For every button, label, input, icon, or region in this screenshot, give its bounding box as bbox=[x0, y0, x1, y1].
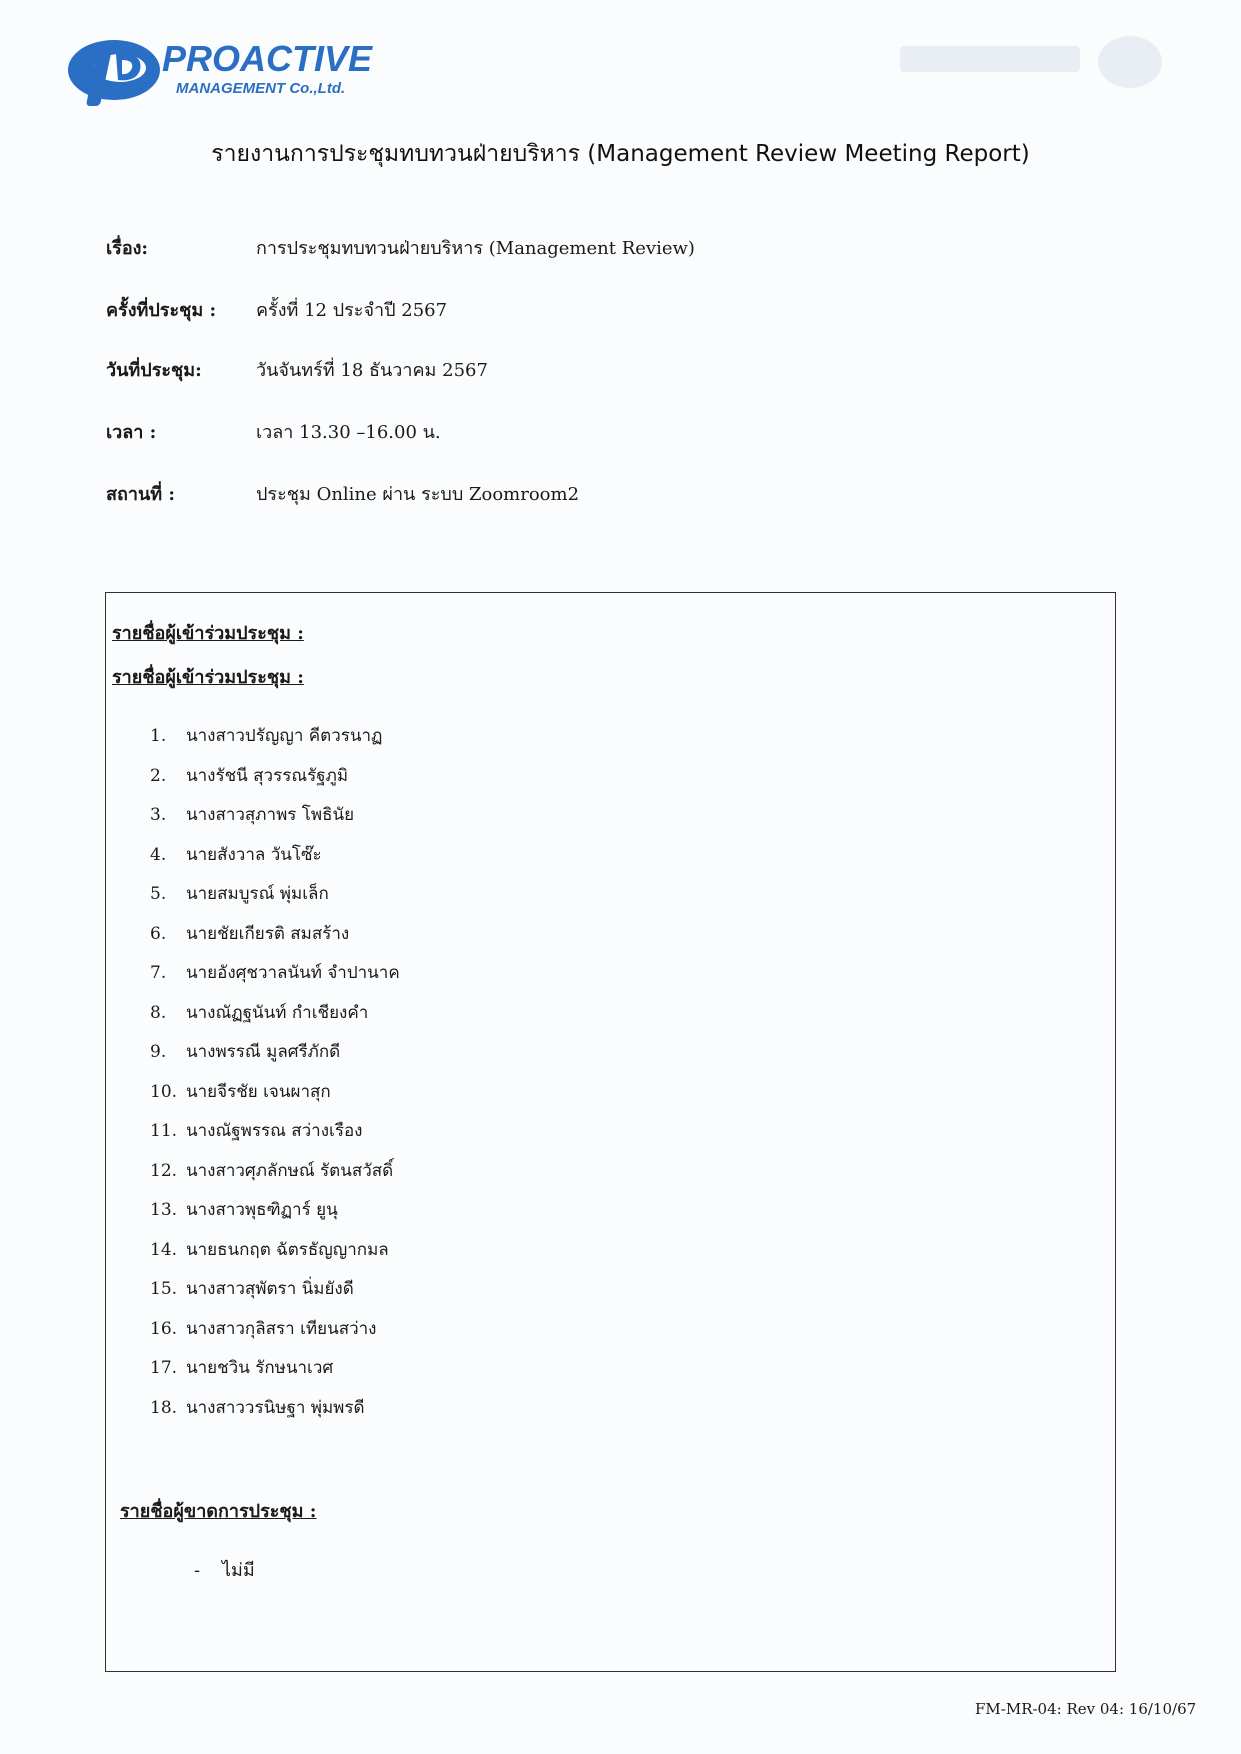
meta-label: เวลา : bbox=[106, 422, 157, 443]
company-logo bbox=[66, 28, 373, 108]
attendees-heading: รายชื่อผู้เข้าร่วมประชุม : bbox=[112, 667, 304, 688]
attendee-name: นายธนกฤต ฉัตรธัญญากมล bbox=[186, 1239, 389, 1260]
item-number: 18. bbox=[150, 1397, 178, 1418]
item-number: 17. bbox=[150, 1358, 178, 1378]
watermark-logo-icon bbox=[890, 28, 1170, 98]
item-number: 9. bbox=[150, 1042, 167, 1062]
meta-value: วันจันทร์ที่ 18 ธันวาคม 2567 bbox=[256, 360, 488, 381]
item-number: 2. bbox=[150, 765, 167, 786]
absent-text: ไม่มี bbox=[222, 1560, 255, 1581]
attendee-name: นางสาวพุธฑิฏาร์ ยูนุ bbox=[186, 1200, 338, 1220]
attendee-name: นายชัยเกียรติ สมสร้าง bbox=[186, 923, 350, 944]
attendee-name: นางสาววรนิษฐา พุ่มพรดี bbox=[186, 1397, 365, 1418]
item-number: 12. bbox=[150, 1160, 178, 1181]
attendee-name: นางรัชนี สุวรรณรัฐภูมิ bbox=[186, 765, 349, 786]
item-number: 3. bbox=[150, 805, 167, 825]
absent-heading: รายชื่อผู้ขาดการประชุม : bbox=[120, 1501, 317, 1522]
meta-label: ครั้งที่ประชุม : bbox=[106, 300, 217, 321]
meta-value: ครั้งที่ 12 ประจำปี 2567 bbox=[256, 300, 448, 321]
proactive-logo-icon bbox=[66, 30, 166, 108]
attendee-name: นางพรรณี มูลศรีภักดี bbox=[186, 1042, 341, 1062]
attendee-name: นายสมบูรณ์ พุ่มเล็ก bbox=[186, 884, 329, 904]
item-number: 11. bbox=[150, 1121, 178, 1141]
item-number: 10. bbox=[150, 1081, 178, 1102]
attendee-name: นางสาวศุภลักษณ์ รัตนสวัสดิ์ bbox=[186, 1160, 394, 1181]
attendee-name: นายสังวาล วันโซ๊ะ bbox=[186, 844, 322, 865]
meta-label: สถานที่ : bbox=[106, 484, 176, 505]
item-number: 5. bbox=[150, 884, 167, 904]
item-number: 8. bbox=[150, 1002, 167, 1023]
attendee-name: นายอังศุชวาลนันท์ จำปานาค bbox=[186, 963, 400, 983]
item-number: 1. bbox=[150, 726, 167, 746]
absent-item bbox=[194, 1555, 255, 1584]
attendees-heading: รายชื่อผู้เข้าร่วมประชุม : bbox=[112, 623, 304, 644]
attendee-name: นางสาวกุลิสรา เทียนสว่าง bbox=[186, 1318, 377, 1339]
item-number: 7. bbox=[150, 963, 167, 983]
bullet-dash: - bbox=[194, 1560, 201, 1581]
item-number: 4. bbox=[150, 844, 167, 865]
logo-name: PROACTIVE bbox=[162, 38, 373, 79]
item-number: 15. bbox=[150, 1279, 178, 1299]
item-number: 6. bbox=[150, 923, 167, 944]
meta-value: ประชุม Online ผ่าน ระบบ Zoomroom2 bbox=[256, 484, 580, 505]
item-number: 13. bbox=[150, 1200, 178, 1220]
form-code: FM-MR-04: Rev 04: 16/10/67 bbox=[975, 1700, 1197, 1718]
meta-label: วันที่ประชุม: bbox=[106, 360, 202, 381]
page-title: รายงานการประชุมทบทวนฝ่ายบริหาร (Management Review Meeting Report) bbox=[211, 141, 1030, 167]
attendee-name: นางณัฐพรรณ สว่างเรือง bbox=[186, 1121, 363, 1141]
item-number: 16. bbox=[150, 1318, 178, 1339]
attendee-name: นายชวิน รักษนาเวศ bbox=[186, 1358, 334, 1378]
logo-subtitle: MANAGEMENT Co.,Ltd. bbox=[176, 80, 346, 97]
meta-value: การประชุมทบทวนฝ่ายบริหาร (Management Review) bbox=[256, 238, 695, 259]
attendee-name: นางสาวปรัญญา คีตวรนาฏ bbox=[186, 726, 383, 746]
item-number: 14. bbox=[150, 1239, 178, 1260]
meta-label: เรื่อง: bbox=[106, 238, 149, 259]
attendee-name: นางสาวสุพัตรา นิ่มยังดี bbox=[186, 1279, 354, 1299]
attendee-name: นายจีรชัย เจนผาสุก bbox=[186, 1081, 331, 1102]
attendee-name: นางสาวสุภาพร โพธินัย bbox=[186, 805, 355, 825]
attendee-name: นางณัฏฐนันท์ กำเชียงคำ bbox=[186, 1002, 369, 1023]
meta-value: เวลา 13.30 –16.00 น. bbox=[256, 422, 441, 443]
